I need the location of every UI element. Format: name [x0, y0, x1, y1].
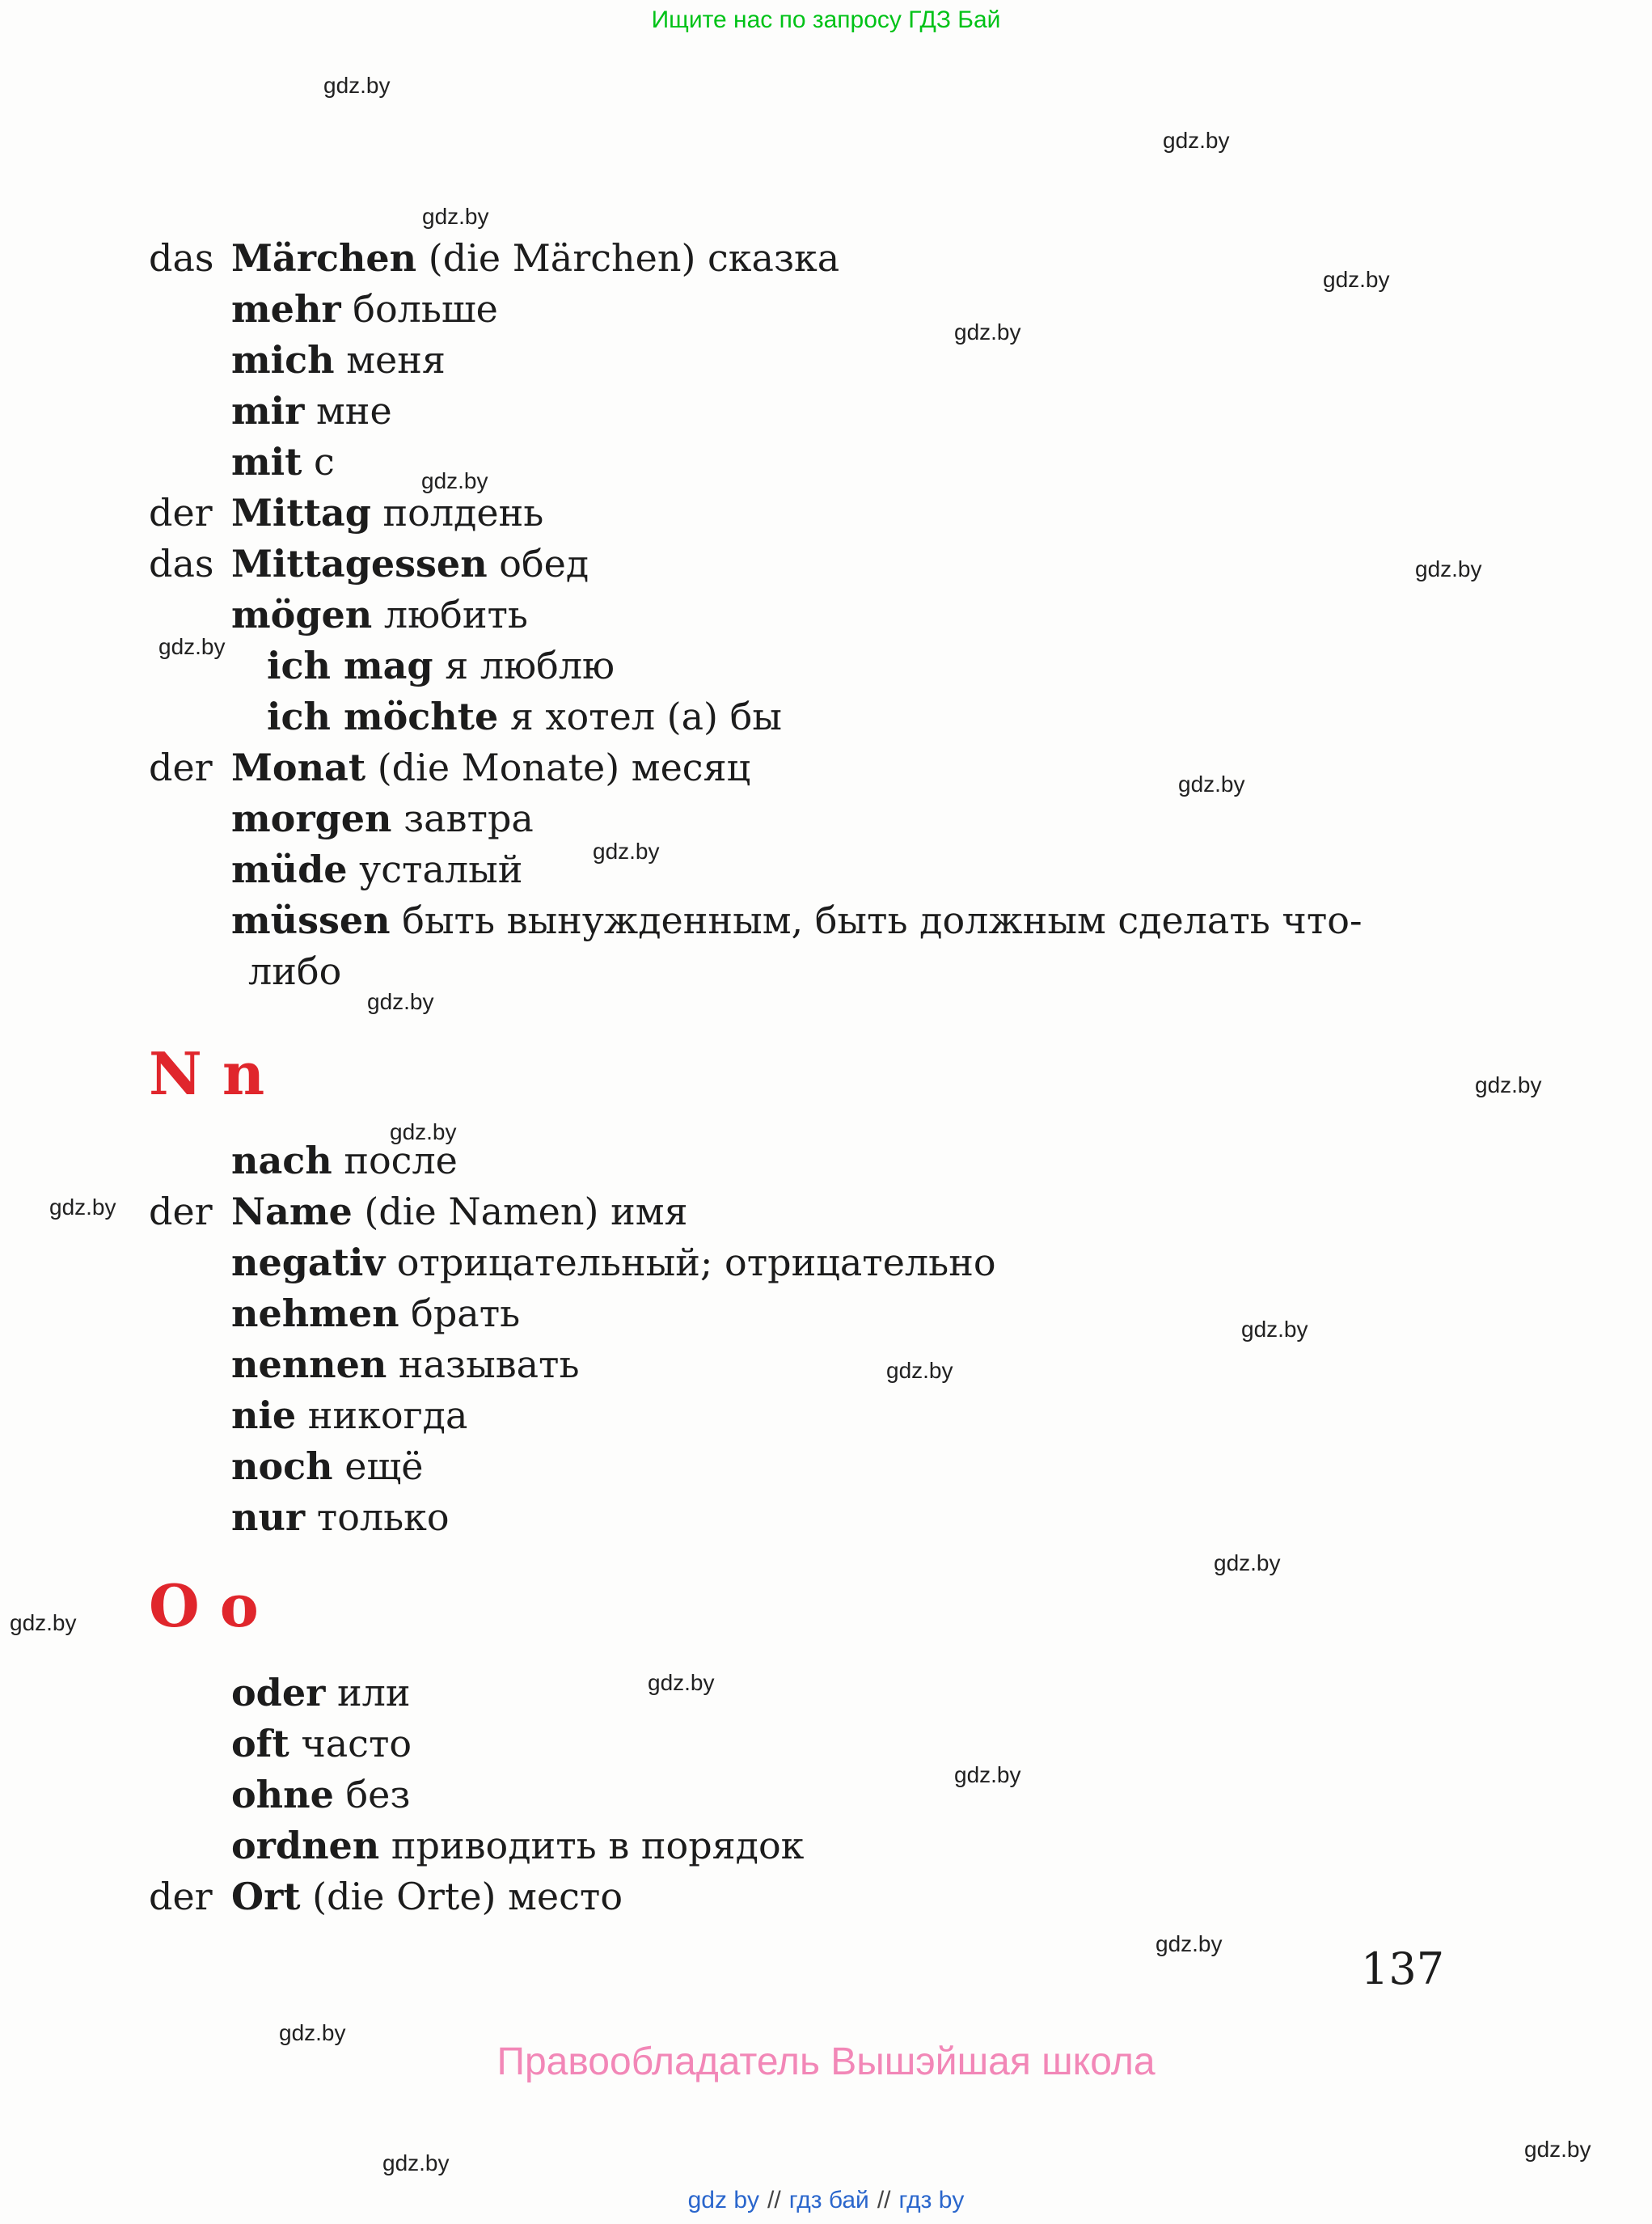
gdz-watermark: gdz.by	[279, 2020, 346, 2045]
entry-translation: называть	[387, 1342, 580, 1386]
entry-translation: завтра	[391, 797, 534, 840]
entry-headword: nur	[231, 1495, 306, 1539]
entry-translation: после	[332, 1139, 458, 1182]
gdz-watermark: gdz.by	[421, 468, 488, 493]
dictionary-entry	[149, 1719, 1588, 1769]
entry-continuation: либо	[248, 949, 342, 993]
dictionary-entry	[149, 1871, 1588, 1922]
entry-article: der	[149, 1875, 213, 1918]
dictionary-entry	[149, 946, 1588, 997]
gdz-watermark: gdz.by	[954, 1762, 1021, 1787]
entry-headword: müde	[231, 848, 348, 891]
entry-headword: Name	[231, 1190, 353, 1233]
entry-headword: ordnen	[231, 1824, 380, 1867]
gdz-watermark: gdz.by	[648, 1670, 715, 1695]
entry-headword: noch	[231, 1444, 333, 1488]
entry-headword: negativ	[231, 1241, 386, 1284]
gdz-watermark: gdz.by	[1241, 1317, 1308, 1342]
entry-headword: nennen	[231, 1342, 387, 1386]
entry-headword: morgen	[231, 797, 392, 840]
dictionary-entry	[149, 488, 1588, 539]
entry-translation: я хотел (а) бы	[498, 695, 782, 738]
dictionary-entry	[149, 437, 1588, 488]
gdz-watermark: gdz.by	[382, 2150, 450, 2175]
entry-headword: Märchen	[231, 236, 417, 280]
gdz-watermark: gdz.by	[323, 73, 391, 98]
entry-headword: Mittagessen	[231, 542, 488, 586]
entry-translation: быть вынужденным, быть должным сделать что-	[390, 898, 1363, 942]
entry-translation: никогда	[296, 1393, 468, 1437]
gdz-watermark: gdz.by	[158, 634, 226, 659]
entry-translation: усталый	[347, 848, 523, 891]
top-banner-text: Ищите нас по запросу ГДЗ Бай	[651, 6, 1001, 33]
gdz-watermark: gdz.by	[49, 1194, 116, 1220]
dictionary-entry	[149, 1769, 1588, 1820]
entry-headword: oder	[231, 1671, 326, 1715]
footer-link-separator: //	[877, 2187, 891, 2213]
dictionary-entry	[149, 1135, 1588, 1186]
entry-headword: müssen	[231, 898, 391, 942]
gdz-watermark: gdz.by	[1415, 556, 1482, 581]
entry-article: das	[149, 236, 214, 280]
footer-link-gdz-by[interactable]: gdz by	[687, 2187, 760, 2213]
entry-translation: (die Orte) место	[300, 1875, 623, 1918]
dictionary-entry	[149, 641, 1588, 691]
entry-translation: брать	[399, 1292, 521, 1335]
entry-article: der	[149, 746, 213, 789]
entry-translation: больше	[340, 287, 498, 331]
entry-translation: отрицательный; отрицательно	[385, 1241, 996, 1284]
entry-translation: только	[305, 1495, 450, 1539]
footer-links	[0, 2187, 1652, 2214]
gdz-watermark: gdz.by	[1524, 2137, 1591, 2162]
section-heading: O o	[149, 1571, 259, 1640]
entry-article: das	[149, 542, 214, 586]
entry-headword: mit	[231, 440, 302, 484]
footer-link-gdz-bai[interactable]: гдз бай	[788, 2187, 869, 2213]
gdz-watermark: gdz.by	[1156, 1931, 1223, 1956]
entry-translation: часто	[289, 1722, 412, 1765]
entry-translation: обед	[487, 542, 589, 586]
entry-block	[149, 1668, 1588, 1922]
gdz-watermark: gdz.by	[10, 1610, 77, 1635]
entry-translation: любить	[372, 593, 528, 636]
entry-translation: полдень	[370, 491, 544, 535]
dictionary-entry	[149, 1288, 1588, 1339]
gdz-watermark: gdz.by	[390, 1119, 457, 1144]
entry-headword: nie	[231, 1393, 297, 1437]
gdz-watermark: gdz.by	[1214, 1550, 1281, 1575]
footer-link-gdz-by-2[interactable]: гдз by	[898, 2187, 965, 2213]
footer-link-separator: //	[767, 2187, 781, 2213]
entry-translation: мне	[304, 389, 392, 433]
dictionary-entry	[149, 1492, 1588, 1543]
entry-article: der	[149, 1190, 213, 1233]
entry-headword: oft	[231, 1722, 289, 1765]
entry-translation: ещё	[332, 1444, 424, 1488]
publisher-notice: Правообладатель Вышэйшая школа	[496, 2040, 1156, 2083]
entry-headword: Mittag	[231, 491, 371, 535]
entry-headword: nehmen	[231, 1292, 399, 1335]
gdz-watermark: gdz.by	[367, 989, 434, 1014]
gdz-watermark: gdz.by	[886, 1358, 953, 1383]
dictionary-entry	[149, 793, 1588, 844]
entry-translation: без	[333, 1773, 411, 1816]
entry-translation: (die Namen) имя	[352, 1190, 688, 1233]
entry-headword: mehr	[231, 287, 341, 331]
entry-headword: ohne	[231, 1773, 334, 1816]
entry-translation: или	[325, 1671, 411, 1715]
entry-headword: Ort	[231, 1875, 301, 1918]
entry-translation: (die Märchen) сказка	[416, 236, 840, 280]
dictionary-entry	[149, 1820, 1588, 1871]
dictionary-entry	[149, 1339, 1588, 1390]
entry-article: der	[149, 491, 213, 535]
dictionary-entry	[149, 284, 1588, 335]
entry-block	[149, 233, 1588, 997]
gdz-watermark: gdz.by	[1178, 772, 1245, 797]
gdz-watermark: gdz.by	[954, 319, 1021, 345]
dictionary-entry	[149, 1186, 1588, 1237]
entry-translation: приводить в порядок	[379, 1824, 805, 1867]
entry-headword: ich mag	[267, 644, 433, 687]
dictionary-entry	[149, 590, 1588, 641]
gdz-watermark: gdz.by	[422, 204, 489, 229]
gdz-watermark: gdz.by	[1163, 128, 1230, 153]
entry-block	[149, 1135, 1588, 1543]
entry-translation: я люблю	[433, 644, 615, 687]
dictionary-entry	[149, 1237, 1588, 1288]
entry-translation: меня	[334, 338, 446, 382]
dictionary-entry	[149, 895, 1588, 946]
dictionary-entry	[149, 1390, 1588, 1441]
gdz-watermark: gdz.by	[1323, 267, 1390, 292]
entry-headword: ich möchte	[267, 695, 499, 738]
dictionary-entry	[149, 691, 1588, 742]
entry-headword: mir	[231, 389, 305, 433]
dictionary-entry	[149, 386, 1588, 437]
entry-headword: mich	[231, 338, 335, 382]
dictionary-entry	[149, 233, 1588, 284]
dictionary-entry	[149, 844, 1588, 895]
entry-headword: mögen	[231, 593, 373, 636]
entry-translation: с	[302, 440, 335, 484]
section-heading: N n	[149, 1039, 265, 1108]
dictionary-entry	[149, 1441, 1588, 1492]
entry-translation: (die Monate) месяц	[365, 746, 751, 789]
entry-headword: nach	[231, 1139, 332, 1182]
dictionary-entry	[149, 335, 1588, 386]
dictionary-entry	[149, 742, 1588, 793]
entry-headword: Monat	[231, 746, 366, 789]
page-number: 137	[1361, 1943, 1445, 1994]
dictionary-entry	[149, 1668, 1588, 1719]
gdz-watermark: gdz.by	[1475, 1072, 1542, 1097]
gdz-watermark: gdz.by	[593, 839, 660, 864]
dictionary-entry	[149, 539, 1588, 590]
